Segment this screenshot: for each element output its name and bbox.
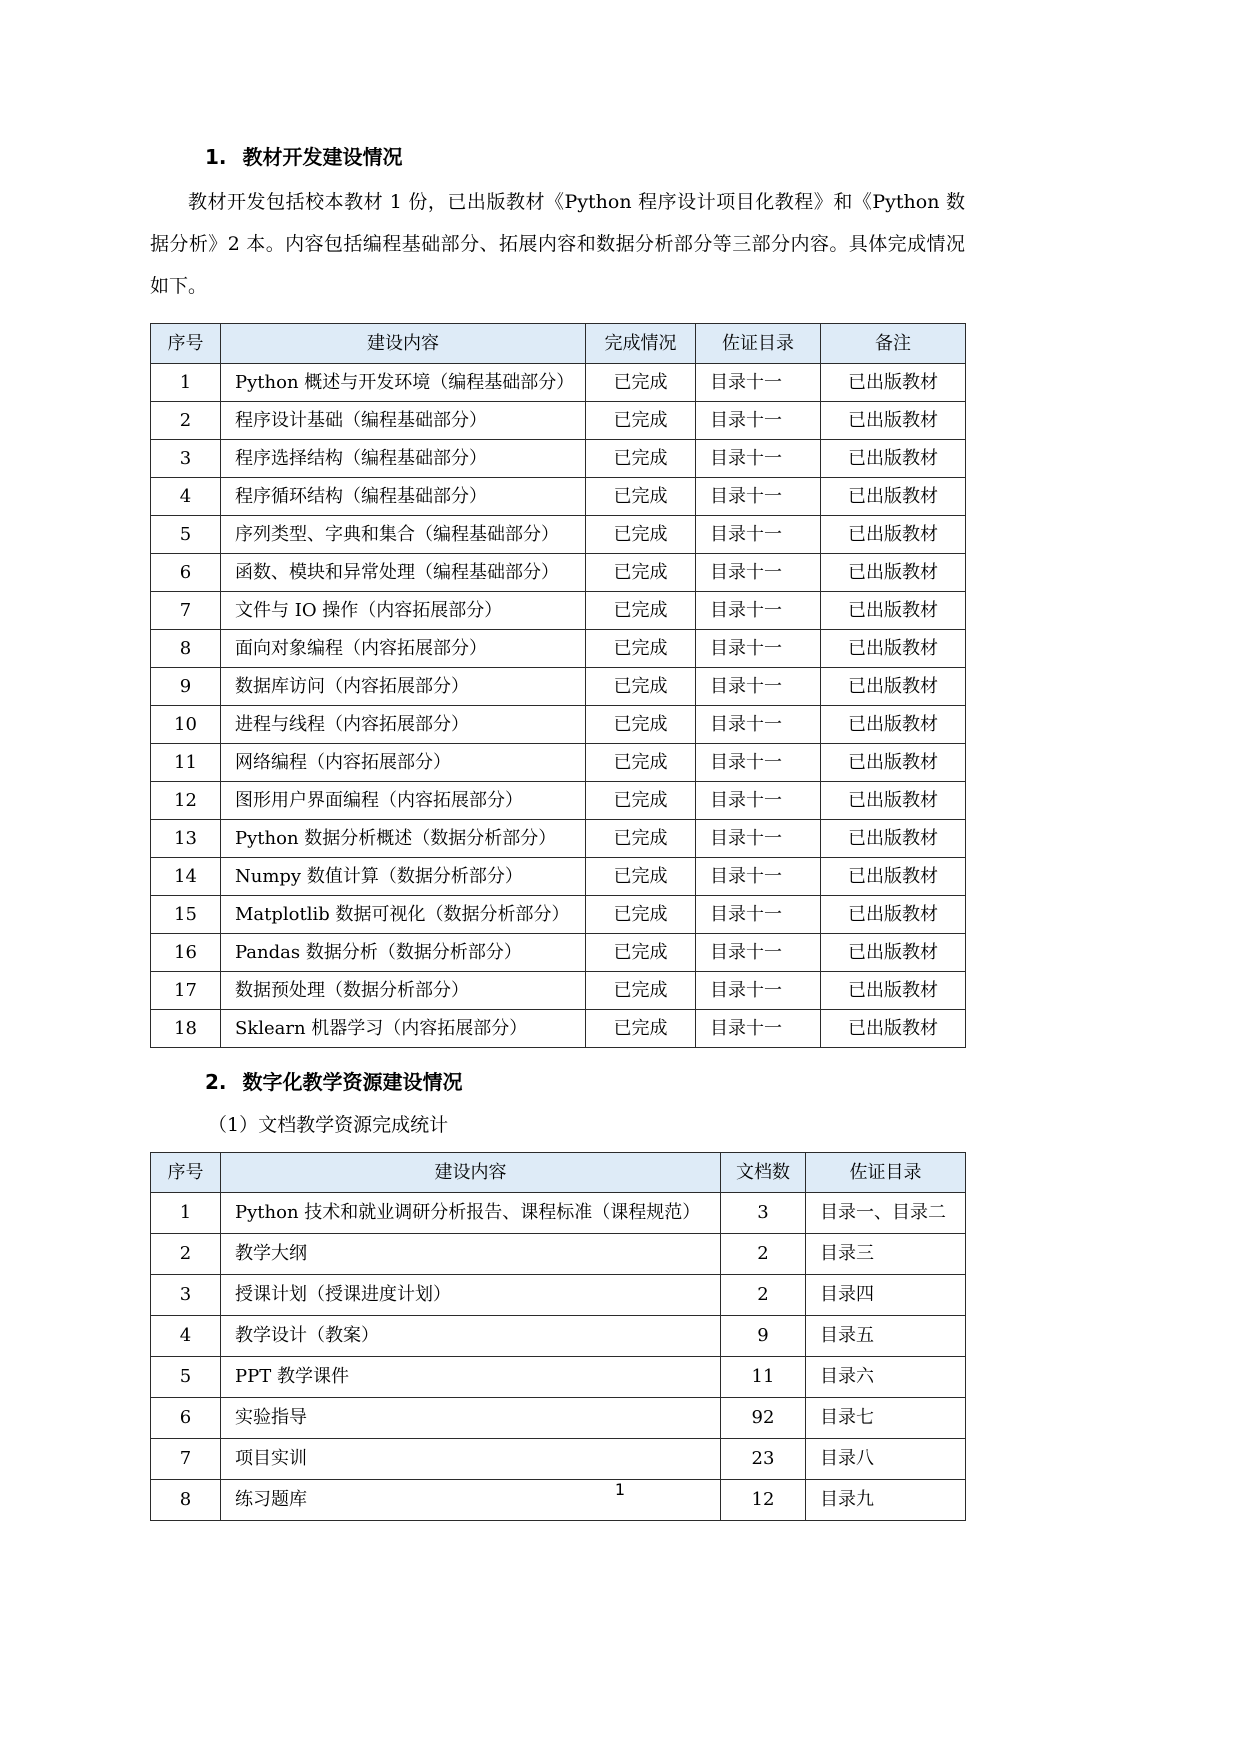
table-cell: 已出版教材 <box>821 858 966 896</box>
table-cell: 已出版教材 <box>821 820 966 858</box>
table-cell: 已出版教材 <box>821 782 966 820</box>
table-cell: 目录六 <box>806 1357 966 1398</box>
table-cell: Python 技术和就业调研分析报告、课程标准（课程规范） <box>221 1193 721 1234</box>
table-cell: 目录十一 <box>696 592 821 630</box>
table-cell: 5 <box>151 1357 221 1398</box>
table-cell: 已完成 <box>586 478 696 516</box>
table-cell: 已出版教材 <box>821 896 966 934</box>
table-cell: 已完成 <box>586 592 696 630</box>
table-cell: 2 <box>151 402 221 440</box>
table-cell: 7 <box>151 592 221 630</box>
table-cell: 函数、模块和异常处理（编程基础部分） <box>221 554 586 592</box>
table-row <box>151 478 966 516</box>
table-cell: 已完成 <box>586 516 696 554</box>
table-cell: 已出版教材 <box>821 402 966 440</box>
table-row <box>151 440 966 478</box>
column-header: 建设内容 <box>221 324 586 364</box>
table-cell: 已出版教材 <box>821 1010 966 1048</box>
table-cell: 3 <box>721 1193 806 1234</box>
table-cell: 目录八 <box>806 1439 966 1480</box>
table-row <box>151 516 966 554</box>
table-header-row <box>151 1153 966 1193</box>
table-cell: 目录十一 <box>696 630 821 668</box>
table-cell: 17 <box>151 972 221 1010</box>
column-header: 序号 <box>151 324 221 364</box>
table-cell: 7 <box>151 1439 221 1480</box>
table-row <box>151 630 966 668</box>
table-row <box>151 782 966 820</box>
table-row <box>151 744 966 782</box>
table-cell: 已完成 <box>586 630 696 668</box>
table-row <box>151 896 966 934</box>
table-cell: 教学大纲 <box>221 1234 721 1275</box>
table-cell: 数据预处理（数据分析部分） <box>221 972 586 1010</box>
table-cell: 目录九 <box>806 1480 966 1521</box>
table-cell: 23 <box>721 1439 806 1480</box>
column-header: 佐证目录 <box>696 324 821 364</box>
textbook-development-table <box>150 323 966 1048</box>
table-cell: 目录十一 <box>696 706 821 744</box>
table-cell: 文件与 IO 操作（内容拓展部分） <box>221 592 586 630</box>
table-row <box>151 1316 966 1357</box>
table-cell: 2 <box>721 1275 806 1316</box>
table-cell: 3 <box>151 1275 221 1316</box>
table-cell: 11 <box>151 744 221 782</box>
table-cell: Python 概述与开发环境（编程基础部分） <box>221 364 586 402</box>
table-cell: 15 <box>151 896 221 934</box>
table-cell: 已完成 <box>586 402 696 440</box>
table-cell: 已出版教材 <box>821 440 966 478</box>
table-cell: 3 <box>151 440 221 478</box>
table-row <box>151 592 966 630</box>
table-cell: 项目实训 <box>221 1439 721 1480</box>
table-cell: 程序循环结构（编程基础部分） <box>221 478 586 516</box>
section2-heading-text: 数字化教学资源建设情况 <box>242 1070 463 1094</box>
table-cell: PPT 教学课件 <box>221 1357 721 1398</box>
table-cell: 目录五 <box>806 1316 966 1357</box>
section2-heading <box>205 1068 965 1096</box>
table-cell: 目录十一 <box>696 934 821 972</box>
table-cell: 12 <box>151 782 221 820</box>
table-cell: 11 <box>721 1357 806 1398</box>
table-cell: 14 <box>151 858 221 896</box>
table-row <box>151 972 966 1010</box>
table-cell: 进程与线程（内容拓展部分） <box>221 706 586 744</box>
table-cell: 目录十一 <box>696 554 821 592</box>
table-row <box>151 1010 966 1048</box>
table-body <box>151 1193 966 1521</box>
table-cell: 2 <box>721 1234 806 1275</box>
table-cell: 已完成 <box>586 1010 696 1048</box>
table-cell: 8 <box>151 1480 221 1521</box>
table-cell: 图形用户界面编程（内容拓展部分） <box>221 782 586 820</box>
table-cell: 已完成 <box>586 744 696 782</box>
section1-heading-text: 教材开发建设情况 <box>242 145 403 169</box>
table-cell: 练习题库 <box>221 1480 721 1521</box>
table-cell: 已完成 <box>586 820 696 858</box>
table-row <box>151 858 966 896</box>
table-cell: 教学设计（教案） <box>221 1316 721 1357</box>
table-cell: 已完成 <box>586 972 696 1010</box>
table-cell: Numpy 数值计算（数据分析部分） <box>221 858 586 896</box>
table-cell: 目录十一 <box>696 1010 821 1048</box>
table-row <box>151 706 966 744</box>
section1-heading <box>205 143 965 171</box>
table-cell: 网络编程（内容拓展部分） <box>221 744 586 782</box>
table-cell: 目录十一 <box>696 440 821 478</box>
table-cell: 目录十一 <box>696 516 821 554</box>
table-row <box>151 554 966 592</box>
table-cell: Matplotlib 数据可视化（数据分析部分） <box>221 896 586 934</box>
column-header: 备注 <box>821 324 966 364</box>
table-body <box>151 364 966 1048</box>
column-header: 建设内容 <box>221 1153 721 1193</box>
table-cell: 2 <box>151 1234 221 1275</box>
table-cell: 程序设计基础（编程基础部分） <box>221 402 586 440</box>
table-cell: 已完成 <box>586 706 696 744</box>
section1-paragraph: 教材开发包括校本教材 1 份，已出版教材《Python 程序设计项目化教程》和《Python 数据分析》2 本。内容包括编程基础部分、拓展内容和数据分析部分等三部分内容。具体完成情况如下。 <box>150 191 965 297</box>
table-cell: 目录十一 <box>696 972 821 1010</box>
table-cell: Python 数据分析概述（数据分析部分） <box>221 820 586 858</box>
table-cell: 序列类型、字典和集合（编程基础部分） <box>221 516 586 554</box>
table-cell: 已出版教材 <box>821 744 966 782</box>
table-cell: 已完成 <box>586 782 696 820</box>
table-cell: 目录十一 <box>696 364 821 402</box>
table-cell: 8 <box>151 630 221 668</box>
table-cell: 已出版教材 <box>821 478 966 516</box>
table-cell: 9 <box>151 668 221 706</box>
table-cell: 13 <box>151 820 221 858</box>
column-header: 文档数 <box>721 1153 806 1193</box>
table-row <box>151 1275 966 1316</box>
table-cell: 已出版教材 <box>821 516 966 554</box>
table-cell: 实验指导 <box>221 1398 721 1439</box>
table-cell: 5 <box>151 516 221 554</box>
table-cell: 目录一、目录二 <box>806 1193 966 1234</box>
table-cell: 目录三 <box>806 1234 966 1275</box>
table-row <box>151 1398 966 1439</box>
table-row <box>151 364 966 402</box>
table-cell: 6 <box>151 554 221 592</box>
table-row <box>151 1234 966 1275</box>
table-cell: 10 <box>151 706 221 744</box>
table-cell: 已完成 <box>586 364 696 402</box>
table-cell: 程序选择结构（编程基础部分） <box>221 440 586 478</box>
document-resource-table <box>150 1152 966 1521</box>
table-cell: 已完成 <box>586 440 696 478</box>
table-row <box>151 820 966 858</box>
table-cell: 18 <box>151 1010 221 1048</box>
table-cell: 已完成 <box>586 934 696 972</box>
table-cell: 授课计划（授课进度计划） <box>221 1275 721 1316</box>
table-row <box>151 1193 966 1234</box>
table-cell: 目录七 <box>806 1398 966 1439</box>
table-cell: 目录十一 <box>696 820 821 858</box>
table-cell: 目录十一 <box>696 858 821 896</box>
table-row <box>151 934 966 972</box>
table-cell: 已出版教材 <box>821 934 966 972</box>
table-cell: 目录十一 <box>696 782 821 820</box>
section2-subheading: （1）文档教学资源完成统计 <box>208 1114 449 1136</box>
column-header: 序号 <box>151 1153 221 1193</box>
table-cell: 12 <box>721 1480 806 1521</box>
table-cell: 1 <box>151 364 221 402</box>
section1-heading-number: 1. <box>205 145 227 169</box>
table-cell: 9 <box>721 1316 806 1357</box>
table-cell: 已完成 <box>586 896 696 934</box>
table-header-row <box>151 324 966 364</box>
table-cell: 目录十一 <box>696 744 821 782</box>
table-row <box>151 1439 966 1480</box>
table-cell: Sklearn 机器学习（内容拓展部分） <box>221 1010 586 1048</box>
table-cell: 1 <box>151 1193 221 1234</box>
table-cell: 16 <box>151 934 221 972</box>
table-row <box>151 402 966 440</box>
table-cell: 92 <box>721 1398 806 1439</box>
table-cell: 已出版教材 <box>821 592 966 630</box>
table-cell: 面向对象编程（内容拓展部分） <box>221 630 586 668</box>
section2-heading-number: 2. <box>205 1070 227 1094</box>
table-cell: 目录十一 <box>696 896 821 934</box>
table-cell: Pandas 数据分析（数据分析部分） <box>221 934 586 972</box>
table-cell: 目录十一 <box>696 668 821 706</box>
table-cell: 数据库访问（内容拓展部分） <box>221 668 586 706</box>
column-header: 佐证目录 <box>806 1153 966 1193</box>
table-cell: 已出版教材 <box>821 364 966 402</box>
table-cell: 目录十一 <box>696 402 821 440</box>
page-number: 1 <box>614 1480 626 1499</box>
table-cell: 已出版教材 <box>821 706 966 744</box>
table-cell: 已完成 <box>586 858 696 896</box>
table-cell: 已出版教材 <box>821 668 966 706</box>
table-row <box>151 668 966 706</box>
table-cell: 已出版教材 <box>821 554 966 592</box>
table-row <box>151 1357 966 1398</box>
table-cell: 已完成 <box>586 668 696 706</box>
column-header: 完成情况 <box>586 324 696 364</box>
table-cell: 目录四 <box>806 1275 966 1316</box>
table-cell: 已完成 <box>586 554 696 592</box>
table-cell: 6 <box>151 1398 221 1439</box>
table-cell: 4 <box>151 478 221 516</box>
table-cell: 4 <box>151 1316 221 1357</box>
table-cell: 已出版教材 <box>821 630 966 668</box>
table-cell: 已出版教材 <box>821 972 966 1010</box>
table-cell: 目录十一 <box>696 478 821 516</box>
